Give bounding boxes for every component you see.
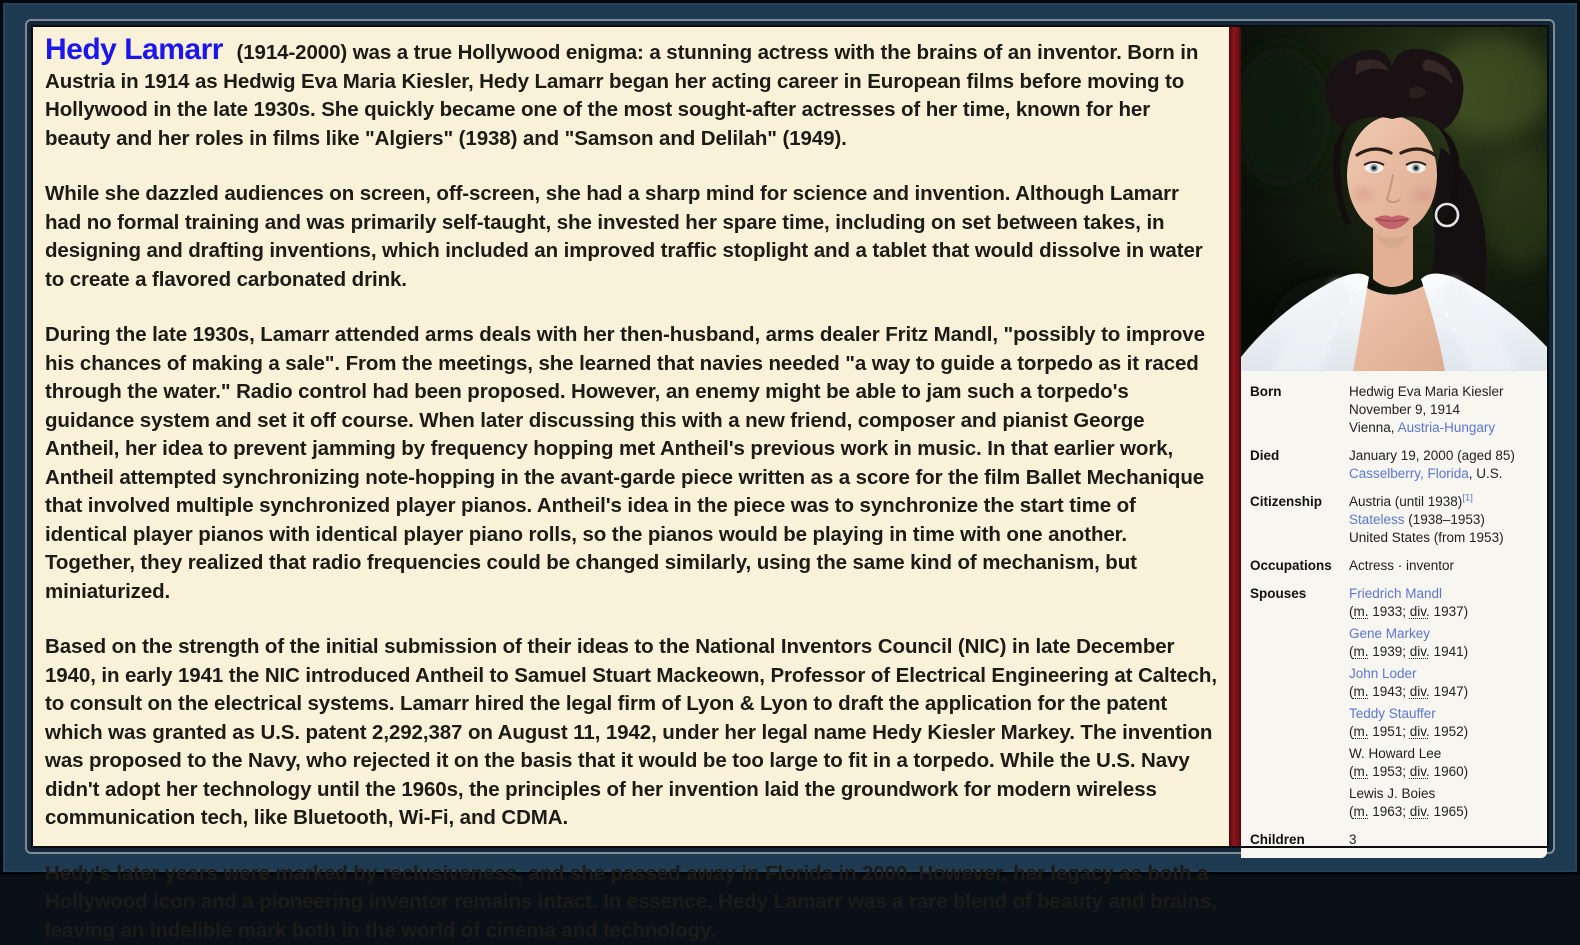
infobox-text: 1951; <box>1369 724 1410 739</box>
vertical-divider <box>1229 27 1241 846</box>
infobox-row <box>1250 580 1541 826</box>
spouse-marriage-years <box>1349 643 1541 660</box>
infobox-row-label: Born <box>1250 383 1349 437</box>
infobox-text: 1943; <box>1369 684 1410 699</box>
infobox-row-label: Died <box>1250 447 1349 483</box>
infobox-text: ( <box>1349 724 1354 739</box>
infobox-line <box>1349 465 1541 482</box>
infobox-text: ( <box>1349 684 1354 699</box>
infobox-text: 1937) <box>1430 604 1468 619</box>
infobox-text: ( <box>1349 804 1354 819</box>
infobox-row <box>1250 442 1541 488</box>
spouse-entry <box>1349 705 1541 740</box>
infobox-text: ( <box>1349 764 1354 779</box>
infobox-row-value <box>1349 831 1541 849</box>
abbreviation: m. <box>1354 804 1369 819</box>
infobox-row-value <box>1349 493 1541 547</box>
spouse-entry <box>1349 585 1541 620</box>
infobox-text: Actress · inventor <box>1349 558 1454 573</box>
article-paragraph <box>45 860 1219 945</box>
infobox-row-value <box>1349 585 1541 821</box>
infobox-text: 1953; <box>1369 764 1410 779</box>
abbreviation: m. <box>1354 684 1369 699</box>
infobox-line <box>1349 511 1541 528</box>
abbreviation: div. <box>1410 684 1430 699</box>
spouse-entry <box>1349 745 1541 780</box>
infobox-row <box>1250 552 1541 580</box>
frame-inner-bevel <box>25 19 1555 854</box>
infobox-row <box>1250 378 1541 442</box>
spouse-name-line <box>1349 705 1541 722</box>
abbreviation: m. <box>1354 604 1369 619</box>
spouse-entry <box>1349 785 1541 820</box>
spouse-name-line <box>1349 625 1541 642</box>
infobox-line <box>1349 529 1541 546</box>
infobox-row-label: Spouses <box>1250 585 1349 821</box>
infobox-link[interactable]: [1] <box>1462 493 1473 504</box>
spouse-name-line <box>1349 745 1541 762</box>
spouse-marriage-years <box>1349 803 1541 820</box>
spouse-name[interactable]: John Loder <box>1349 666 1417 681</box>
infobox-text: Austria (until 1938) <box>1349 494 1462 509</box>
infobox-row <box>1250 488 1541 552</box>
infobox-row <box>1250 826 1541 854</box>
infobox-line <box>1349 447 1541 464</box>
infobox-text: 1963; <box>1369 804 1410 819</box>
paragraph-text: Based on the strength of the initial submission of their ideas to the National Inventors Council (NIC) in late December 1940, in early 1941 the NIC introduced Antheil to Samuel Stuart Mackeown, Professor of Electrical Engineering at Caltech, to consult on the electrical systems. Lamarr hired the legal firm of Lyon & Lyon to draft the application for the patent which was granted as U.S. patent 2,292,387 on August 11, 1942, under her legal name Hedy Kiesler Markey. The invention was proposed to the Navy, who rejected it on the basis that it would be too large to fit in a torpedo. While the U.S. Navy didn't adopt her technology until the 1960s, the principles of her invention laid the groundwork for modern wireless communication tech, like Bluetooth, Wi-Fi, and CDMA. <box>45 635 1217 829</box>
infobox <box>1241 371 1547 858</box>
article-body <box>33 27 1229 846</box>
infobox-text: November 9, 1914 <box>1349 402 1460 417</box>
abbreviation: div. <box>1410 644 1430 659</box>
abbreviation: div. <box>1410 604 1430 619</box>
spouse-name-line <box>1349 665 1541 682</box>
spouse-name[interactable]: Teddy Stauffer <box>1349 706 1436 721</box>
spouse-name: Lewis J. Boies <box>1349 786 1435 801</box>
abbreviation: m. <box>1354 644 1369 659</box>
infobox-link[interactable]: Austria-Hungary <box>1398 420 1496 435</box>
article-paragraph <box>45 321 1219 606</box>
infobox-line <box>1349 831 1541 848</box>
infobox-text: 1952) <box>1430 724 1468 739</box>
abbreviation: div. <box>1410 724 1430 739</box>
abbreviation: m. <box>1354 764 1369 779</box>
spouse-entry <box>1349 665 1541 700</box>
infobox-text: , U.S. <box>1469 466 1503 481</box>
infobox-text: 1947) <box>1430 684 1468 699</box>
page-title: Hedy Lamarr <box>45 33 231 66</box>
infobox-text: Hedwig Eva Maria Kiesler <box>1349 384 1504 399</box>
spouse-name: W. Howard Lee <box>1349 746 1441 761</box>
spouse-name[interactable]: Gene Markey <box>1349 626 1430 641</box>
infobox-text: 1941) <box>1430 644 1468 659</box>
infobox-text: 1965) <box>1430 804 1468 819</box>
portrait-illustration <box>1241 27 1547 371</box>
infobox-line <box>1349 419 1541 436</box>
paragraph-text: While she dazzled audiences on screen, off-screen, she had a sharp mind for science and invention. Although Lamarr had no formal training and was primarily self-taught, she invested her spare time, including on set between takes, in designing and drafting inventions, which included an improved traffic stoplight and a tablet that would dissolve in water to create a flavored carbonated drink. <box>45 182 1203 291</box>
infobox-text: 3 <box>1349 832 1357 847</box>
infobox-row-label: Children <box>1250 831 1349 849</box>
article-paragraph <box>45 633 1219 833</box>
abbreviation: div. <box>1410 804 1430 819</box>
abbreviation: div. <box>1410 764 1430 779</box>
infobox-row-value <box>1349 447 1541 483</box>
infobox-text: ( <box>1349 644 1354 659</box>
infobox-line <box>1349 383 1541 400</box>
infobox-text: 1960) <box>1430 764 1468 779</box>
infobox-text: Vienna, <box>1349 420 1398 435</box>
infobox-text: 1933; <box>1369 604 1410 619</box>
hedy-lamarr-portrait <box>1241 27 1547 371</box>
infobox-line <box>1349 557 1541 574</box>
reference-superscript <box>1462 493 1473 504</box>
infobox-link[interactable]: Stateless <box>1349 512 1405 527</box>
abbreviation: m. <box>1354 724 1369 739</box>
infobox-row-label: Occupations <box>1250 557 1349 575</box>
paragraph-text: (1914-2000) was a true Hollywood enigma: a stunning actress with the brains of an inventor. Born in Austria in 1914 as Hedwig Eva Maria Kiesler, Hedy Lamarr began her acting career in European films before moving to Hollywood in the late 1930s. She quickly became one of the most sought-after actresses of her time, known for her beauty and her roles in films like "Algiers" (1938) and "Samson and Delilah" (1949). <box>45 41 1198 150</box>
paragraph-text: During the late 1930s, Lamarr attended arms deals with her then-husband, arms dealer Fritz Mandl, "possibly to improve his chances of making a sale". From the meetings, she learned that navies needed "a way to guide a torpedo as it raced through the water." Radio control had been proposed. However, an enemy might be able to jam such a torpedo's guidance system and set it off course. When later discussing this with a new friend, composer and pianist George Antheil, her idea to prevent jamming by frequency hopping met Antheil's previous work in music. In that earlier work, Antheil attempted synchronizing note-hopping in the avant-garde piece written as a score for the film Ballet Mechanique that involved multiple synchronized player pianos. Antheil's idea in the piece was to synchronize the start time of identical player pianos with identical player piano rolls, so the pianos would be playing in time with one another. Together, they realized that radio frequencies could be changed similarly, using the same kind of mechanism, but miniaturized. <box>45 323 1205 603</box>
article-paragraph <box>45 36 1219 153</box>
page-content <box>33 27 1547 846</box>
spouse-entry <box>1349 625 1541 660</box>
infobox-text: (1938–1953) <box>1405 512 1485 527</box>
spouse-marriage-years <box>1349 683 1541 700</box>
infobox-text: United States (from 1953) <box>1349 530 1504 545</box>
article-paragraph <box>45 180 1219 294</box>
infobox-line <box>1349 401 1541 418</box>
spouse-name[interactable]: Friedrich Mandl <box>1349 586 1442 601</box>
infobox-row-value <box>1349 557 1541 575</box>
spouse-name-line <box>1349 585 1541 602</box>
infobox-row-label: Citizenship <box>1250 493 1349 547</box>
infobox-text: January 19, 2000 (aged 85) <box>1349 448 1515 463</box>
infobox-text: ( <box>1349 604 1354 619</box>
spouse-marriage-years <box>1349 603 1541 620</box>
spouse-marriage-years <box>1349 723 1541 740</box>
infobox-row-value <box>1349 383 1541 437</box>
spouse-name-line <box>1349 785 1541 802</box>
spouse-marriage-years <box>1349 763 1541 780</box>
paragraph-text: Hedy's later years were marked by reclusiveness, and she passed away in Florida in 2000. However, her legacy as both a Hollywood icon and a pioneering inventor remains intact. In essence, Hedy Lamarr was a rare blend of beauty and brains, leaving an indelible mark both in the world of cinema and technology. <box>45 862 1217 942</box>
infobox-link[interactable]: Casselberry, Florida <box>1349 466 1469 481</box>
infobox-text: 1939; <box>1369 644 1410 659</box>
infobox-column <box>1241 27 1547 846</box>
infobox-line <box>1349 493 1541 510</box>
